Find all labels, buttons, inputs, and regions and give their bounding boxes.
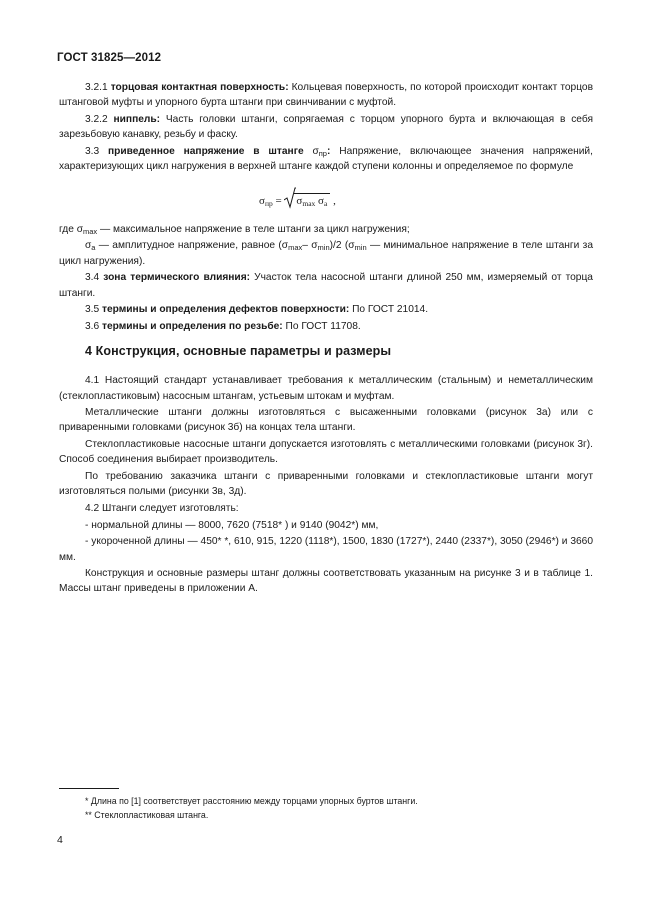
footnote-separator <box>59 788 119 789</box>
where-sigma-max <box>59 222 593 237</box>
clause-number: 3.5 <box>85 304 100 316</box>
explanation: — амплитудное напряжение, равное (σ <box>98 240 289 252</box>
term: ниппель: <box>113 113 161 125</box>
definition: Кольцевая поверхность, по которой происходит контакт торцов штанговой муфты и упорного бурта штанги при свинчивании с муфтой. <box>59 82 593 109</box>
subscript: min <box>354 243 367 253</box>
term: торцовая контактная поверхность: <box>110 82 289 93</box>
term: термины и определения по резьбе: <box>102 320 283 332</box>
formula-sigma-a: σ <box>318 194 324 207</box>
explanation: )/2 (σ <box>329 240 355 252</box>
formula-lhs: σ <box>259 194 265 207</box>
formula-sigma-max: σ <box>296 194 303 207</box>
document-body <box>59 80 593 598</box>
subscript: пр <box>318 148 327 158</box>
list-item-short-length: - укороченной длины — 450* *, 610, 915, 1220 (1118*), 1500, 1830 (1727*), 2440 (2337*), 3050 (2946*) и 3660 мм. <box>59 536 593 563</box>
term: зона термического влияния: <box>103 272 251 284</box>
paragraph-design-dimensions: Конструкция и основные размеры штанг должны соответствовать указанным на рисунке 3 и в таблице 1. Массы штанг приведены в приложении А. <box>59 568 593 595</box>
sigma-symbol: σ <box>76 223 84 235</box>
clause-number: 3.2.2 <box>85 113 108 125</box>
clause-3-4 <box>59 270 593 300</box>
explanation: – σ <box>302 240 318 252</box>
clause-number: 3.6 <box>85 320 100 332</box>
explanation: — минимальное напряжение в теле штанги за цикл нагружения). <box>59 240 593 267</box>
paragraph-fiberglass-rods: Стеклопластиковые насосные штанги допускается изготовлять с металлическими головками (рисунок 3г). Способ соединения выбирает производитель. <box>59 439 593 466</box>
definition: По ГОСТ 11708. <box>285 320 361 332</box>
where-lead: где <box>59 223 74 235</box>
section-4-title: 4 Конструкция, основные параметры и размеры <box>85 344 392 359</box>
formula-subscript-a: a <box>323 198 328 208</box>
formula <box>59 176 593 222</box>
document-header: ГОСТ 31825—2012 <box>57 52 162 64</box>
sigma-symbol: σ <box>312 145 319 157</box>
formula-subscript-max: max <box>302 198 316 208</box>
definition: По ГОСТ 21014. <box>352 304 429 316</box>
subscript: a <box>91 243 96 253</box>
clause-3-6 <box>59 319 593 334</box>
clause-3-2-2 <box>59 112 593 142</box>
formula-equals: = <box>275 194 282 207</box>
sigma-symbol: σ <box>85 240 92 252</box>
clause-number: 3.4 <box>85 272 100 284</box>
term: термины и определения дефектов поверхности: <box>102 304 350 316</box>
paragraph-metal-rods: Металлические штанги должны изготовляться с высаженными головками (рисунок 3а) или с приваренными головками (рисунок 3б) на концах тела штанги. <box>59 407 593 434</box>
subscript: min <box>317 243 330 253</box>
clause-4-1: 4.1 Настоящий стандарт устанавливает требования к металлическим (стальным) и неметаллическим (стеклопластиковым) насосным штангам, устьевым штокам и муфтам. <box>59 375 593 402</box>
term: приведенное напряжение в штанге <box>108 145 304 157</box>
subscript: max <box>288 243 303 253</box>
definition: Часть головки штанги, сопрягаемая с торцом упорного бурта и включающая в себя зарезьбовую канавку, резьбу и фаску. <box>59 113 593 141</box>
clause-3-2-1 <box>59 80 593 110</box>
footnote-2: ** Стеклопластиковая штанга. <box>85 810 209 820</box>
clause-4-2: 4.2 Штанги следует изготовлять: <box>85 502 239 514</box>
footnote-1: * Длина по [1] соответствует расстоянию между торцами упорных буртов штанги. <box>85 796 418 806</box>
page-number: 4 <box>57 834 63 846</box>
formula-comma: , <box>333 194 336 207</box>
clause-number: 3.3 <box>85 145 100 157</box>
list-item-normal-length: - нормальной длины — 8000, 7620 (7518* ) и 9140 (9042*) мм, <box>85 519 379 531</box>
explanation: — максимальное напряжение в теле штанги за цикл нагружения; <box>100 223 410 235</box>
paragraph-hollow-rods: По требованию заказчика штанги с приваренными головками и стеклопластиковые штанги могут изготовляться полыми (рисунки 3в, 3д). <box>59 471 593 498</box>
square-root-icon <box>284 193 330 209</box>
clause-3-5 <box>59 302 593 317</box>
definition: Напряжение, включающее значения напряжений, характеризующих цикл нагружения в верхней штанге каждой ступени колонны и определяемое по формуле <box>59 145 593 173</box>
clause-number: 3.2.1 <box>85 82 108 93</box>
formula-lhs-subscript: пр <box>264 198 273 208</box>
definition: Участок тела насосной штанги длиной 250 мм, измеряемый от торца штанги. <box>59 272 593 299</box>
clause-3-3: 3.3 приведенное напряжение в штанге $\sigma_{пр}$: Напряжение, включающее значения напряжений, характеризующих цикл нагружения в верхней штанге каждой ступени колонны и определяемое по формуле <box>59 145 593 173</box>
where-sigma-a <box>59 238 593 268</box>
subscript: max <box>83 226 98 236</box>
